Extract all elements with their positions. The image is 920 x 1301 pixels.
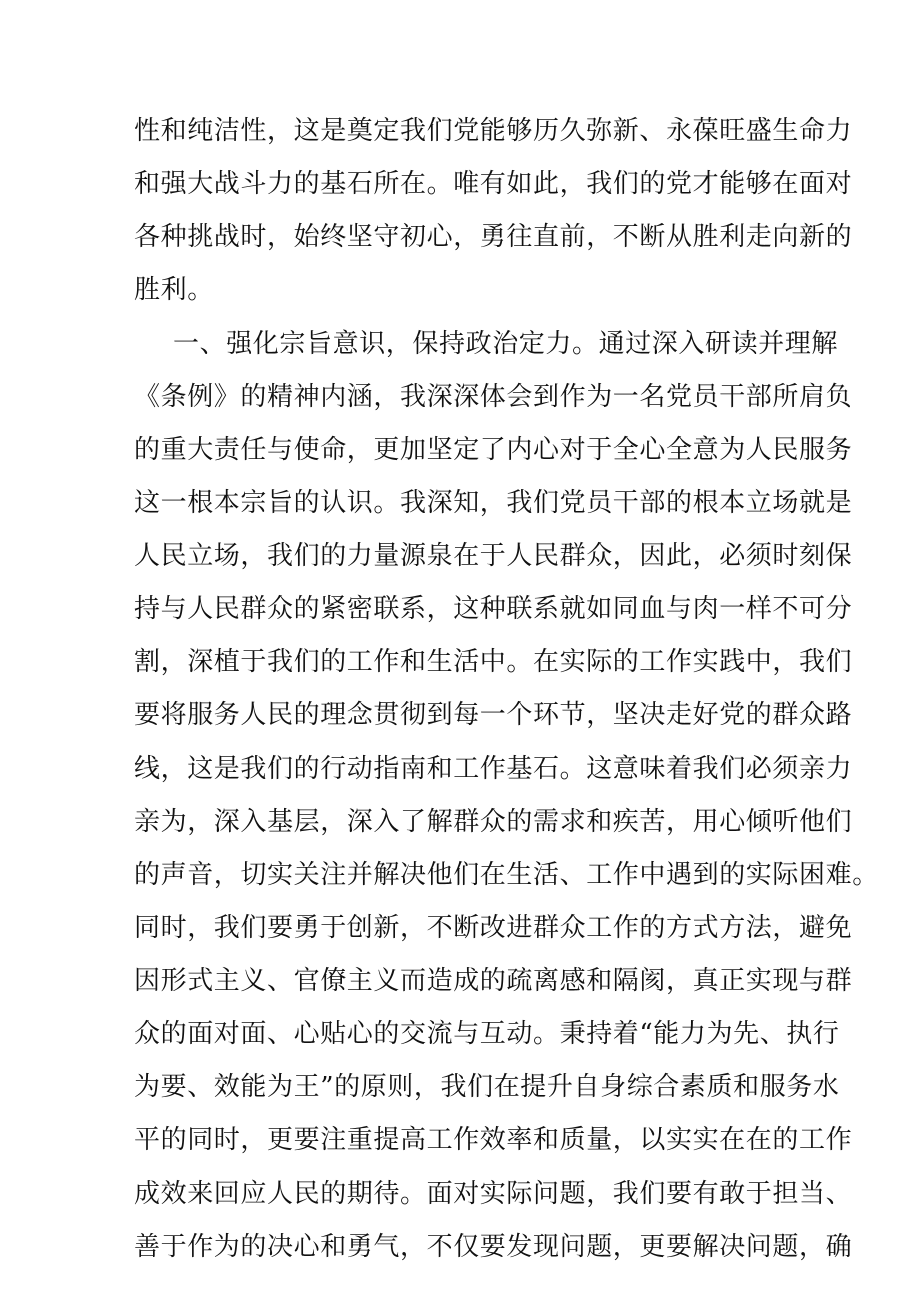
text-line: 众的面对面、心贴心的交流与互动。秉持着“能力为先、执行: [134, 1019, 840, 1049]
text-line: 因形式主义、官僚主义而造成的疏离感和隔阂，真正实现与群: [134, 966, 853, 996]
text-line: 性和纯洁性，这是奠定我们党能够历久弥新、永葆旺盛生命力: [134, 116, 853, 146]
text-line: 平的同时，更要注重提高工作效率和质量，以实实在在的工作: [134, 1125, 853, 1155]
text-line: 持与人民群众的紧密联系，这种联系就如同血与肉一样不可分: [134, 594, 853, 624]
text-line: 割，深植于我们的工作和生活中。在实际的工作实践中，我们: [134, 647, 853, 677]
text-line: 善于作为的决心和勇气，不仅要发现问题，更要解决问题，确: [134, 1232, 853, 1262]
text-line: 要将服务人民的理念贯彻到每一个环节，坚决走好党的群众路: [134, 700, 853, 730]
text-line: 和强大战斗力的基石所在。唯有如此，我们的党才能够在面对: [134, 169, 853, 199]
text-line: 胜利。: [134, 275, 214, 305]
text-line: 《条例》的精神内涵，我深深体会到作为一名党员干部所肩负: [134, 382, 853, 412]
paragraph-heading-line: 一、强化宗旨意识，保持政治定力。通过深入研读并理解: [173, 329, 839, 359]
text-line: 为要、效能为王”的原则，我们在提升自身综合素质和服务水: [134, 1072, 840, 1102]
text-line: 的重大责任与使命，更加坚定了内心对于全心全意为人民服务: [134, 435, 853, 465]
text-line: 线，这是我们的行动指南和工作基石。这意味着我们必须亲力: [134, 754, 853, 784]
text-line: 这一根本宗旨的认识。我深知，我们党员干部的根本立场就是: [134, 488, 853, 518]
text-line: 亲为，深入基层，深入了解群众的需求和疾苦，用心倾听他们: [134, 807, 853, 837]
text-line: 同时，我们要勇于创新，不断改进群众工作的方式方法，避免: [134, 913, 853, 943]
text-line: 的声音，切实关注并解决他们在生活、工作中遇到的实际困难。: [134, 860, 879, 890]
text-line: 各种挑战时，始终坚守初心，勇往直前，不断从胜利走向新的: [134, 222, 853, 252]
text-line: 人民立场，我们的力量源泉在于人民群众，因此，必须时刻保: [134, 541, 853, 571]
text-line: 成效来回应人民的期待。面对实际问题，我们要有敢于担当、: [134, 1179, 853, 1209]
